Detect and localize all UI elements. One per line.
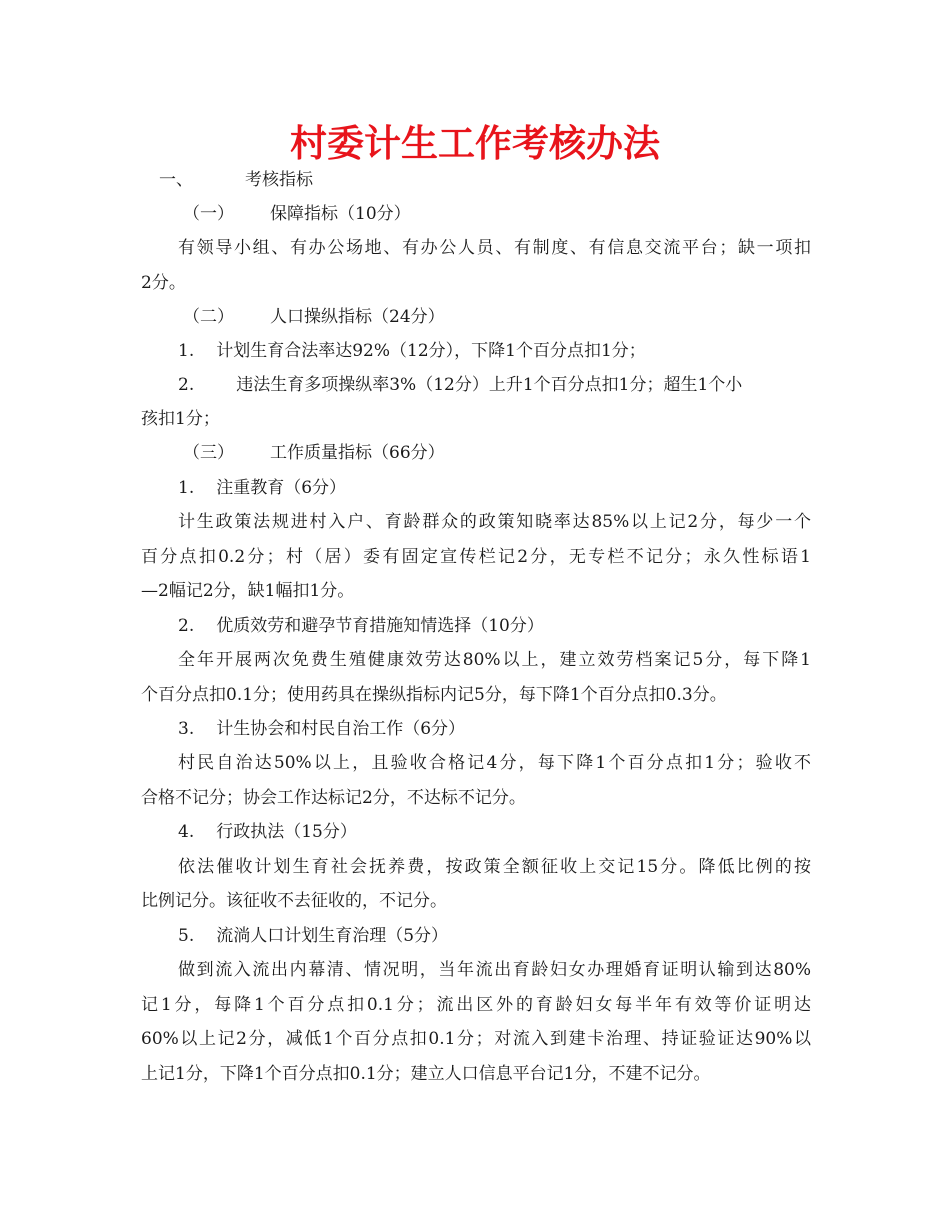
subsection-number: （二） [183, 307, 234, 327]
subsection-heading-1 [183, 197, 853, 231]
item-number: 5. [178, 926, 195, 946]
paragraph-line: 有领导小组、有办公场地、有办公人员、有制度、有信息交流平台；缺一项扣 [178, 238, 811, 258]
section-number: 一、 [159, 170, 193, 190]
paragraph-line: 依法催收计划生育社会抚养费，按政策全额征收上交记15分。降低比例的按 [178, 857, 811, 877]
paragraph-line: 2分。 [141, 273, 186, 293]
paragraph-line: 个百分点扣0.1分；使用药具在操纵指标内记5分，每下降1个百分点扣0.3分。 [141, 685, 727, 705]
list-item [178, 815, 848, 849]
paragraph-line: 百分点扣0.2分；村（居）委有固定宣传栏记2分，无专栏不记分；永久性标语1 [141, 547, 811, 567]
list-item [178, 609, 848, 643]
item-number: 1. [178, 341, 195, 361]
subsection-label: 保障指标（10分） [270, 204, 411, 224]
item-text: 行政执法（15分） [216, 822, 357, 842]
paragraph-line: 合格不记分；协会工作达标记2分，不达标不记分。 [141, 788, 526, 808]
item-number: 2. [178, 616, 195, 636]
item-text: 流淌人口计划生育治理（5分） [216, 926, 449, 946]
subsection-number: （一） [183, 204, 234, 224]
paragraph-line: 比例记分。该征收不去征收的，不记分。 [141, 891, 447, 911]
paragraph-line: 60%以上记2分，减低1个百分点扣0.1分；对流入到建卡治理、持证验证达90%以 [141, 1029, 811, 1049]
item-number: 4. [178, 822, 195, 842]
item-text: 注重教育（6分） [216, 478, 347, 498]
paragraph-line: 计生政策法规进村入户、育龄群众的政策知晓率达85%以上记2分，每少一个 [178, 512, 811, 532]
section-heading-1 [159, 163, 829, 197]
paragraph-line: —2幅记2分，缺1幅扣1分。 [141, 581, 355, 601]
paragraph-line: 村民自治达50%以上，且验收合格记4分，每下降1个百分点扣1分；验收不 [178, 753, 811, 773]
subsection-number: （三） [183, 443, 234, 463]
list-item [178, 712, 848, 746]
paragraph-line: 记1分，每降1个百分点扣0.1分；流出区外的育龄妇女每半年有效等价证明达 [141, 995, 811, 1015]
paragraph-line: 孩扣1分； [141, 409, 220, 429]
subsection-label: 工作质量指标（66分） [270, 443, 445, 463]
item-text: 计生协会和村民自治工作（6分） [216, 719, 466, 739]
item-number: 2. [178, 375, 195, 395]
item-text: 违法生育多项操纵率3%（12分）上升1个百分点扣1分；超生1个小 [236, 375, 743, 395]
page-title: 村委计生工作考核办法 [290, 122, 660, 165]
paragraph-line: 上记1分，下降1个百分点扣0.1分；建立人口信息平台记1分，不建不记分。 [141, 1064, 711, 1084]
list-item [178, 334, 848, 368]
paragraph-line: 全年开展两次免费生殖健康效劳达80%以上，建立效劳档案记5分，每下降1 [178, 650, 811, 670]
list-item [178, 471, 848, 505]
item-number: 1. [178, 478, 195, 498]
item-text: 优质效劳和避孕节育措施知情选择（10分） [216, 616, 544, 636]
subsection-heading-3 [183, 436, 853, 470]
list-item [178, 368, 811, 402]
subsection-label: 人口操纵指标（24分） [270, 307, 445, 327]
section-label: 考核指标 [245, 170, 313, 190]
item-text: 计划生育合法率达92%（12分），下降1个百分点扣1分； [216, 341, 646, 361]
list-item [178, 919, 848, 953]
paragraph-line: 做到流入流出内幕清、情况明，当年流出育龄妇女办理婚育证明认输到达80% [178, 960, 811, 980]
subsection-heading-2 [183, 300, 853, 334]
item-number: 3. [178, 719, 195, 739]
